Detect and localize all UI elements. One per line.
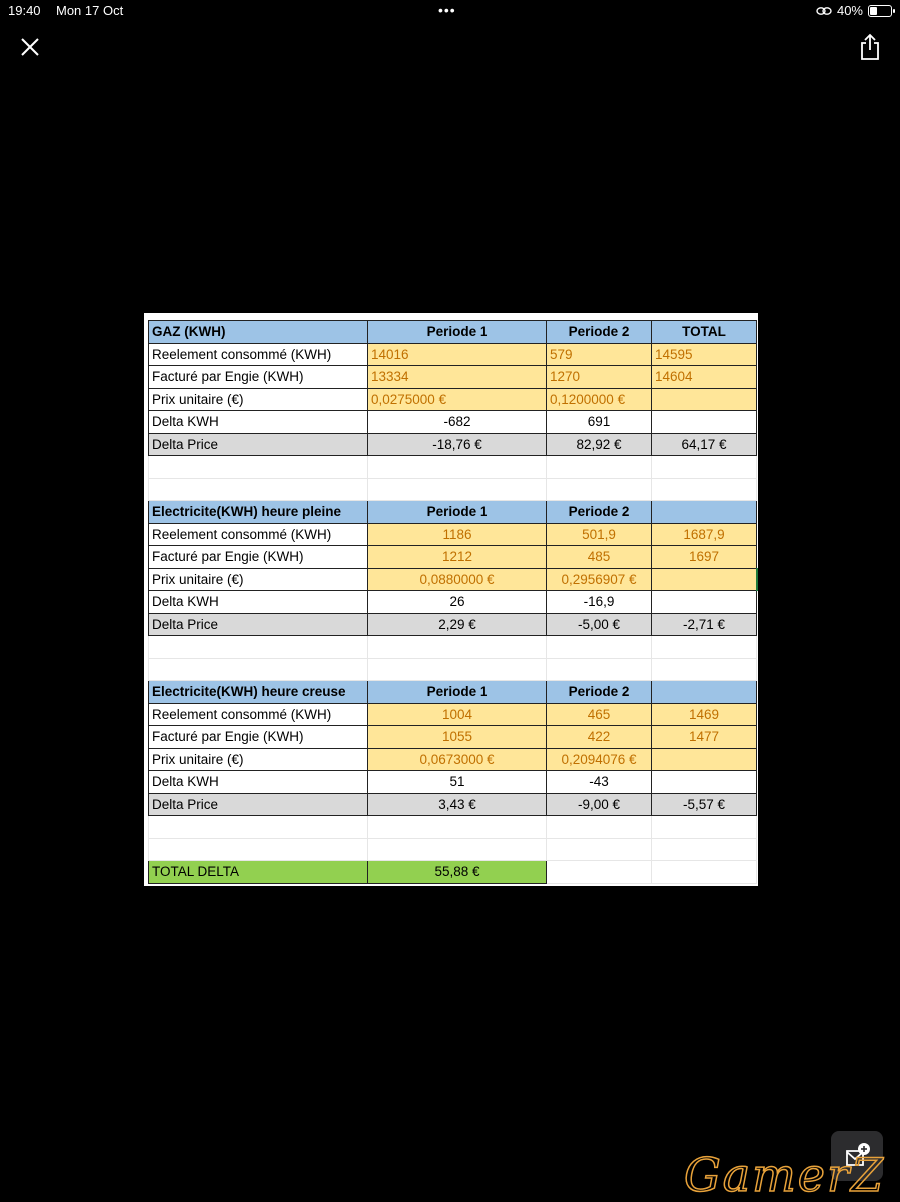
cell: 1004 [368,703,547,726]
row-label: Facturé par Engie (KWH) [149,726,368,749]
elec-pleine-header-row [149,501,757,524]
cell: 0,2956907 € [547,568,652,591]
cell: 579 [547,343,652,366]
row-label: Prix unitaire (€) [149,388,368,411]
cell: 1186 [368,523,547,546]
cell [652,388,757,411]
table-row [149,388,757,411]
cell: 465 [547,703,652,726]
row-label: Delta KWH [149,591,368,614]
blank-row [149,456,757,479]
row-label: Reelement consommé (KWH) [149,523,368,546]
multitasking-dots-icon[interactable]: ••• [438,2,456,18]
cell: 1469 [652,703,757,726]
cell: -43 [547,771,652,794]
elec-creuse-header-row [149,681,757,704]
cell: 422 [547,726,652,749]
cell: -2,71 € [652,613,757,636]
column-header: TOTAL [652,321,757,344]
status-date: Mon 17 Oct [56,3,124,18]
table-row [149,523,757,546]
cell: 64,17 € [652,433,757,456]
cell: 51 [368,771,547,794]
cell: 0,2094076 € [547,748,652,771]
cell: 501,9 [547,523,652,546]
cell: 14016 [368,343,547,366]
cell: 0,0880000 € [368,568,547,591]
cell: 1055 [368,726,547,749]
link-icon [816,6,832,16]
row-label: Delta Price [149,793,368,816]
cell: 0,1200000 € [547,388,652,411]
total-delta-label: TOTAL DELTA [149,861,368,884]
row-label: Delta Price [149,433,368,456]
close-icon[interactable] [18,35,42,59]
column-header: Periode 1 [368,501,547,524]
blank-row [149,478,757,501]
blank-row [149,816,757,839]
gaz-header-row [149,321,757,344]
table-row [149,591,757,614]
table-row [149,613,757,636]
cell: 691 [547,411,652,434]
cell: 1687,9 [652,523,757,546]
cell [652,568,757,591]
cell: 0,0673000 € [368,748,547,771]
section-title: Electricite(KWH) heure pleine [149,501,368,524]
cell: 82,92 € [547,433,652,456]
row-label: Reelement consommé (KWH) [149,703,368,726]
column-header: Periode 1 [368,321,547,344]
spreadsheet-table [148,320,758,884]
cell: 13334 [368,366,547,389]
cell: 3,43 € [368,793,547,816]
cell: -5,57 € [652,793,757,816]
status-bar [0,0,900,24]
row-label: Reelement consommé (KWH) [149,343,368,366]
total-delta-value: 55,88 € [368,861,547,884]
cell [652,771,757,794]
battery-fill [870,7,877,15]
battery-percent: 40% [836,3,863,18]
column-header [652,681,757,704]
cell [652,411,757,434]
watermark-logo: GamerZ [684,1148,885,1202]
battery-icon [868,5,892,17]
blank-row [149,636,757,659]
row-label: Prix unitaire (€) [149,748,368,771]
row-label: Delta KWH [149,411,368,434]
cell: -18,76 € [368,433,547,456]
table-row [149,546,757,569]
table-row [149,771,757,794]
table-row [149,366,757,389]
row-label: Delta Price [149,613,368,636]
section-title: GAZ (KWH) [149,321,368,344]
cell: 26 [368,591,547,614]
total-delta-row [149,861,757,884]
cell: 485 [547,546,652,569]
row-label: Delta KWH [149,771,368,794]
table-row [149,703,757,726]
table-row [149,748,757,771]
cell: 14595 [652,343,757,366]
section-title: Electricite(KWH) heure creuse [149,681,368,704]
spreadsheet-image [144,313,758,886]
cell: -5,00 € [547,613,652,636]
column-header: Periode 1 [368,681,547,704]
column-header: Periode 2 [547,321,652,344]
table-row [149,726,757,749]
blank-row [149,658,757,681]
status-time: 19:40 [8,3,41,18]
cell: 14604 [652,366,757,389]
table-row [149,568,757,591]
row-label: Facturé par Engie (KWH) [149,366,368,389]
blank-row [149,838,757,861]
cell: -682 [368,411,547,434]
row-label: Prix unitaire (€) [149,568,368,591]
cell: 1697 [652,546,757,569]
table-row [149,433,757,456]
cell: -16,9 [547,591,652,614]
table-row [149,343,757,366]
cell: -9,00 € [547,793,652,816]
cell [652,591,757,614]
column-header: Periode 2 [547,681,652,704]
table-row [149,793,757,816]
cell [652,748,757,771]
share-icon[interactable] [858,33,882,61]
cell: 1477 [652,726,757,749]
cell: 2,29 € [368,613,547,636]
column-header [652,501,757,524]
row-label: Facturé par Engie (KWH) [149,546,368,569]
cell: 1212 [368,546,547,569]
column-header: Periode 2 [547,501,652,524]
table-row [149,411,757,434]
cell: 1270 [547,366,652,389]
cell: 0,0275000 € [368,388,547,411]
status-right [816,3,892,18]
